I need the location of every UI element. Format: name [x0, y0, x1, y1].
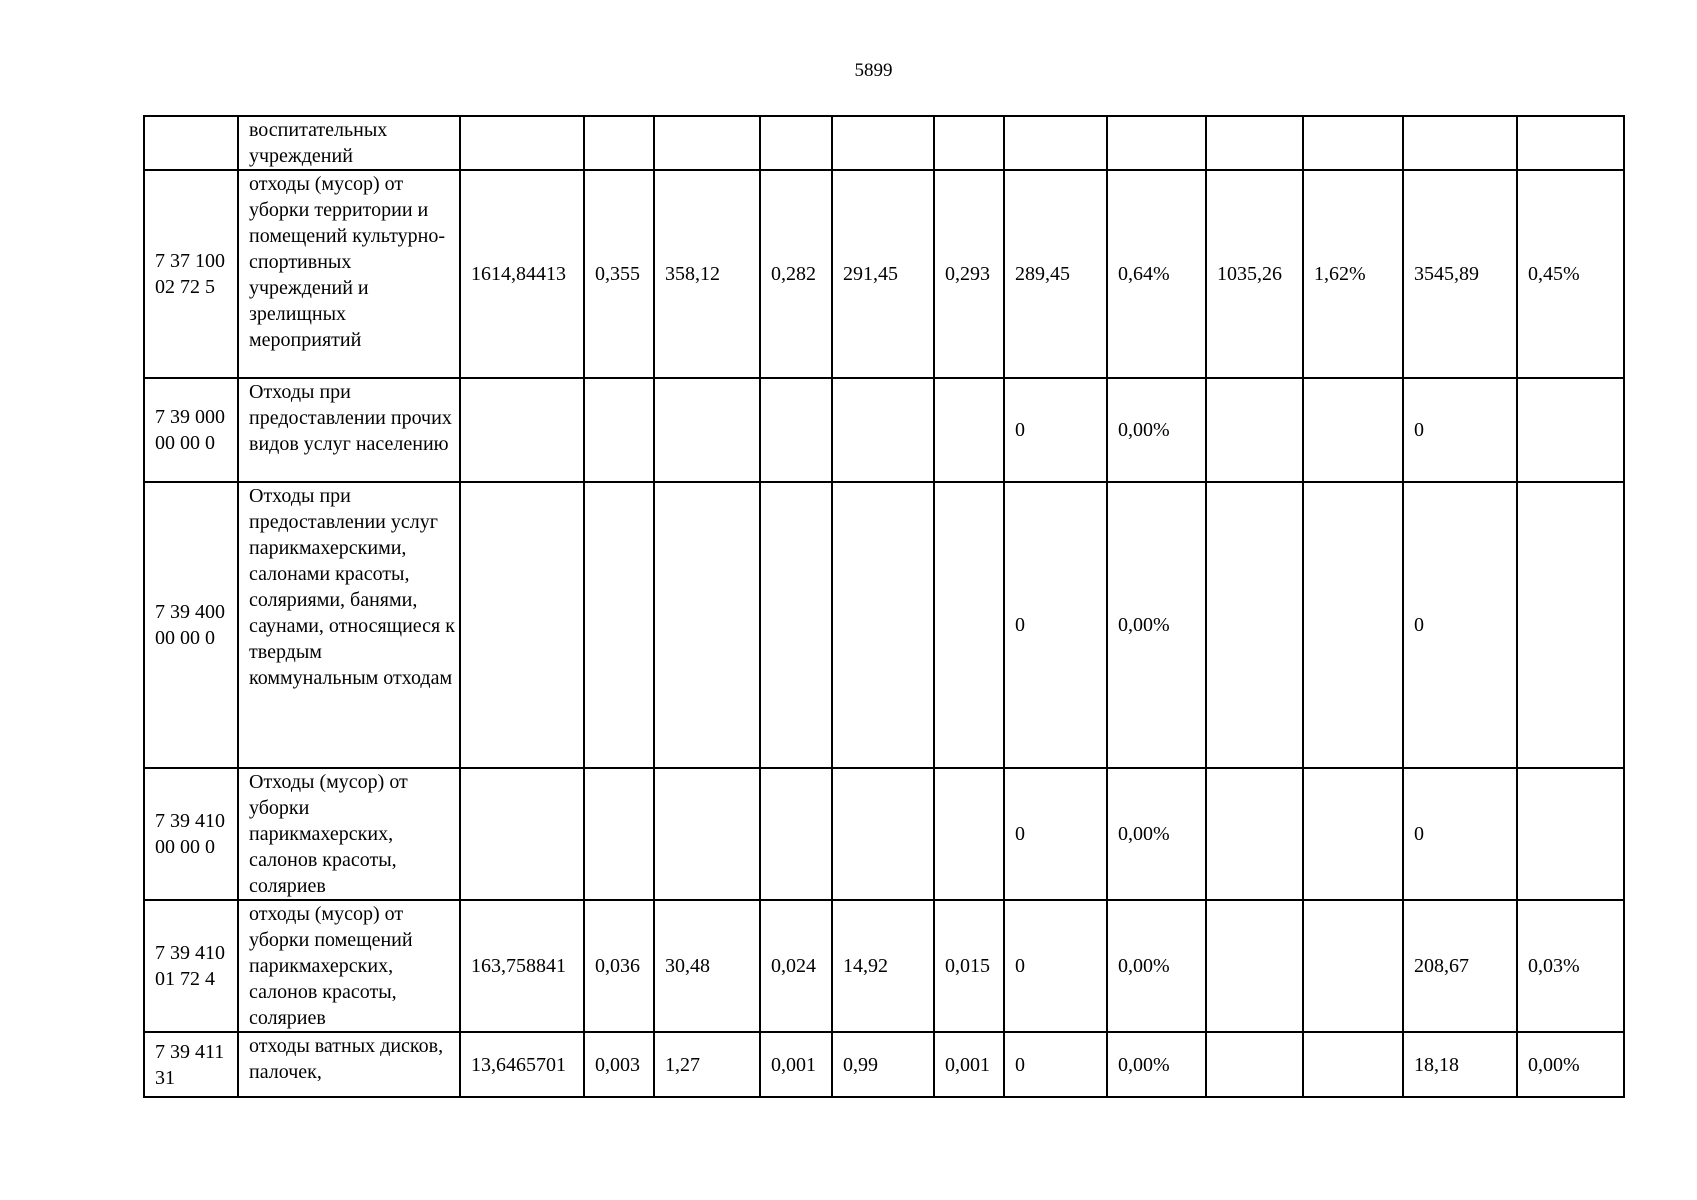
table-cell: 0,282: [760, 170, 832, 378]
table-cell: 0,003: [584, 1032, 654, 1097]
table-cell: 30,48: [654, 900, 760, 1032]
table-cell: 0,00%: [1107, 482, 1206, 768]
table-row: [144, 116, 1624, 170]
waste-name: отходы ватных дисков, палочек,: [238, 1032, 460, 1097]
table-cell: [584, 378, 654, 482]
table-cell: [584, 768, 654, 900]
waste-code: 7 39 400 00 00 0: [144, 482, 238, 768]
table-cell: 289,45: [1004, 170, 1107, 378]
table-cell: [654, 378, 760, 482]
table-cell: 0,00%: [1107, 378, 1206, 482]
table-cell: [654, 116, 760, 170]
table-cell: [1403, 116, 1517, 170]
table-cell: [460, 768, 584, 900]
table-row: [144, 170, 1624, 378]
table-cell: 1035,26: [1206, 170, 1303, 378]
table-cell: 0,001: [760, 1032, 832, 1097]
table-cell: [584, 116, 654, 170]
table-cell: [460, 116, 584, 170]
table-cell: 1,27: [654, 1032, 760, 1097]
table-cell: 0: [1004, 378, 1107, 482]
table-cell: [1517, 116, 1624, 170]
table-cell: [1517, 482, 1624, 768]
table-cell: [1517, 378, 1624, 482]
table-cell: [460, 482, 584, 768]
table-cell: [1004, 116, 1107, 170]
waste-name: отходы (мусор) от уборки помещений парикмахерских, салонов красоты, соляриев: [238, 900, 460, 1032]
table-cell: [1303, 1032, 1403, 1097]
table-cell: 358,12: [654, 170, 760, 378]
waste-code: 7 37 100 02 72 5: [144, 170, 238, 378]
table-cell: 0,03%: [1517, 900, 1624, 1032]
waste-code: [144, 116, 238, 170]
table-cell: 0: [1403, 768, 1517, 900]
table-cell: 208,67: [1403, 900, 1517, 1032]
table-cell: 163,758841: [460, 900, 584, 1032]
table-cell: [654, 768, 760, 900]
waste-name: Отходы при предоставлении прочих видов услуг населению: [238, 378, 460, 482]
table-cell: 0: [1004, 1032, 1107, 1097]
table-row: [144, 378, 1624, 482]
table-cell: 0,293: [934, 170, 1004, 378]
table-cell: [1517, 768, 1624, 900]
table-cell: [1303, 900, 1403, 1032]
table-cell: 1,62%: [1303, 170, 1403, 378]
table-cell: [1303, 768, 1403, 900]
table-cell: [1206, 378, 1303, 482]
table-cell: 18,18: [1403, 1032, 1517, 1097]
table-cell: [1206, 900, 1303, 1032]
waste-name: Отходы при предоставлении услуг парикмахерскими, салонами красоты, соляриями, банями, саунами, относящиеся к твердым коммунальным отходам: [238, 482, 460, 768]
table-cell: [1206, 1032, 1303, 1097]
table-cell: 1614,84413: [460, 170, 584, 378]
table-cell: [934, 116, 1004, 170]
table-cell: [934, 482, 1004, 768]
table-cell: 0,001: [934, 1032, 1004, 1097]
table-cell: [1107, 116, 1206, 170]
page-number: 5899: [854, 60, 893, 81]
table-cell: 0,036: [584, 900, 654, 1032]
table-cell: 0,45%: [1517, 170, 1624, 378]
table-cell: 0,99: [832, 1032, 934, 1097]
table-cell: 13,6465701: [460, 1032, 584, 1097]
table-cell: [934, 378, 1004, 482]
table-cell: 3545,89: [1403, 170, 1517, 378]
table-cell: 0: [1004, 482, 1107, 768]
table-cell: 0,355: [584, 170, 654, 378]
table-cell: [760, 116, 832, 170]
table-cell: 0: [1004, 768, 1107, 900]
table-cell: 0: [1403, 378, 1517, 482]
table-cell: 0,00%: [1517, 1032, 1624, 1097]
table-cell: [1303, 116, 1403, 170]
table-cell: [832, 116, 934, 170]
table-cell: [654, 482, 760, 768]
table-cell: [1206, 116, 1303, 170]
table-cell: [1303, 378, 1403, 482]
table-cell: 0,024: [760, 900, 832, 1032]
table-cell: 291,45: [832, 170, 934, 378]
waste-code: 7 39 411 31: [144, 1032, 238, 1097]
table-row: [144, 482, 1624, 768]
table-cell: [832, 768, 934, 900]
table-cell: [1206, 768, 1303, 900]
table-cell: [832, 378, 934, 482]
table-cell: 0,64%: [1107, 170, 1206, 378]
table-cell: 14,92: [832, 900, 934, 1032]
table-row: [144, 900, 1624, 1032]
table-cell: [760, 768, 832, 900]
waste-code: 7 39 410 00 00 0: [144, 768, 238, 900]
table-cell: 0,015: [934, 900, 1004, 1032]
table-cell: [934, 768, 1004, 900]
table-cell: [760, 378, 832, 482]
table-cell: [760, 482, 832, 768]
table-cell: 0: [1004, 900, 1107, 1032]
table-cell: [460, 378, 584, 482]
table-cell: 0,00%: [1107, 1032, 1206, 1097]
table-row: [144, 1032, 1624, 1097]
table-row: [144, 768, 1624, 900]
waste-table: [143, 115, 1625, 1098]
table-cell: [832, 482, 934, 768]
table-cell: [1303, 482, 1403, 768]
waste-name: отходы (мусор) от уборки территории и помещений культурно-спортивных учреждений и зрелищных мероприятий: [238, 170, 460, 378]
waste-code: 7 39 000 00 00 0: [144, 378, 238, 482]
table-cell: [1206, 482, 1303, 768]
table-cell: 0: [1403, 482, 1517, 768]
waste-name: Отходы (мусор) от уборки парикмахерских, салонов красоты, соляриев: [238, 768, 460, 900]
table-cell: [584, 482, 654, 768]
table-cell: 0,00%: [1107, 900, 1206, 1032]
waste-name: воспитательных учреждений: [238, 116, 460, 170]
waste-code: 7 39 410 01 72 4: [144, 900, 238, 1032]
table-cell: 0,00%: [1107, 768, 1206, 900]
